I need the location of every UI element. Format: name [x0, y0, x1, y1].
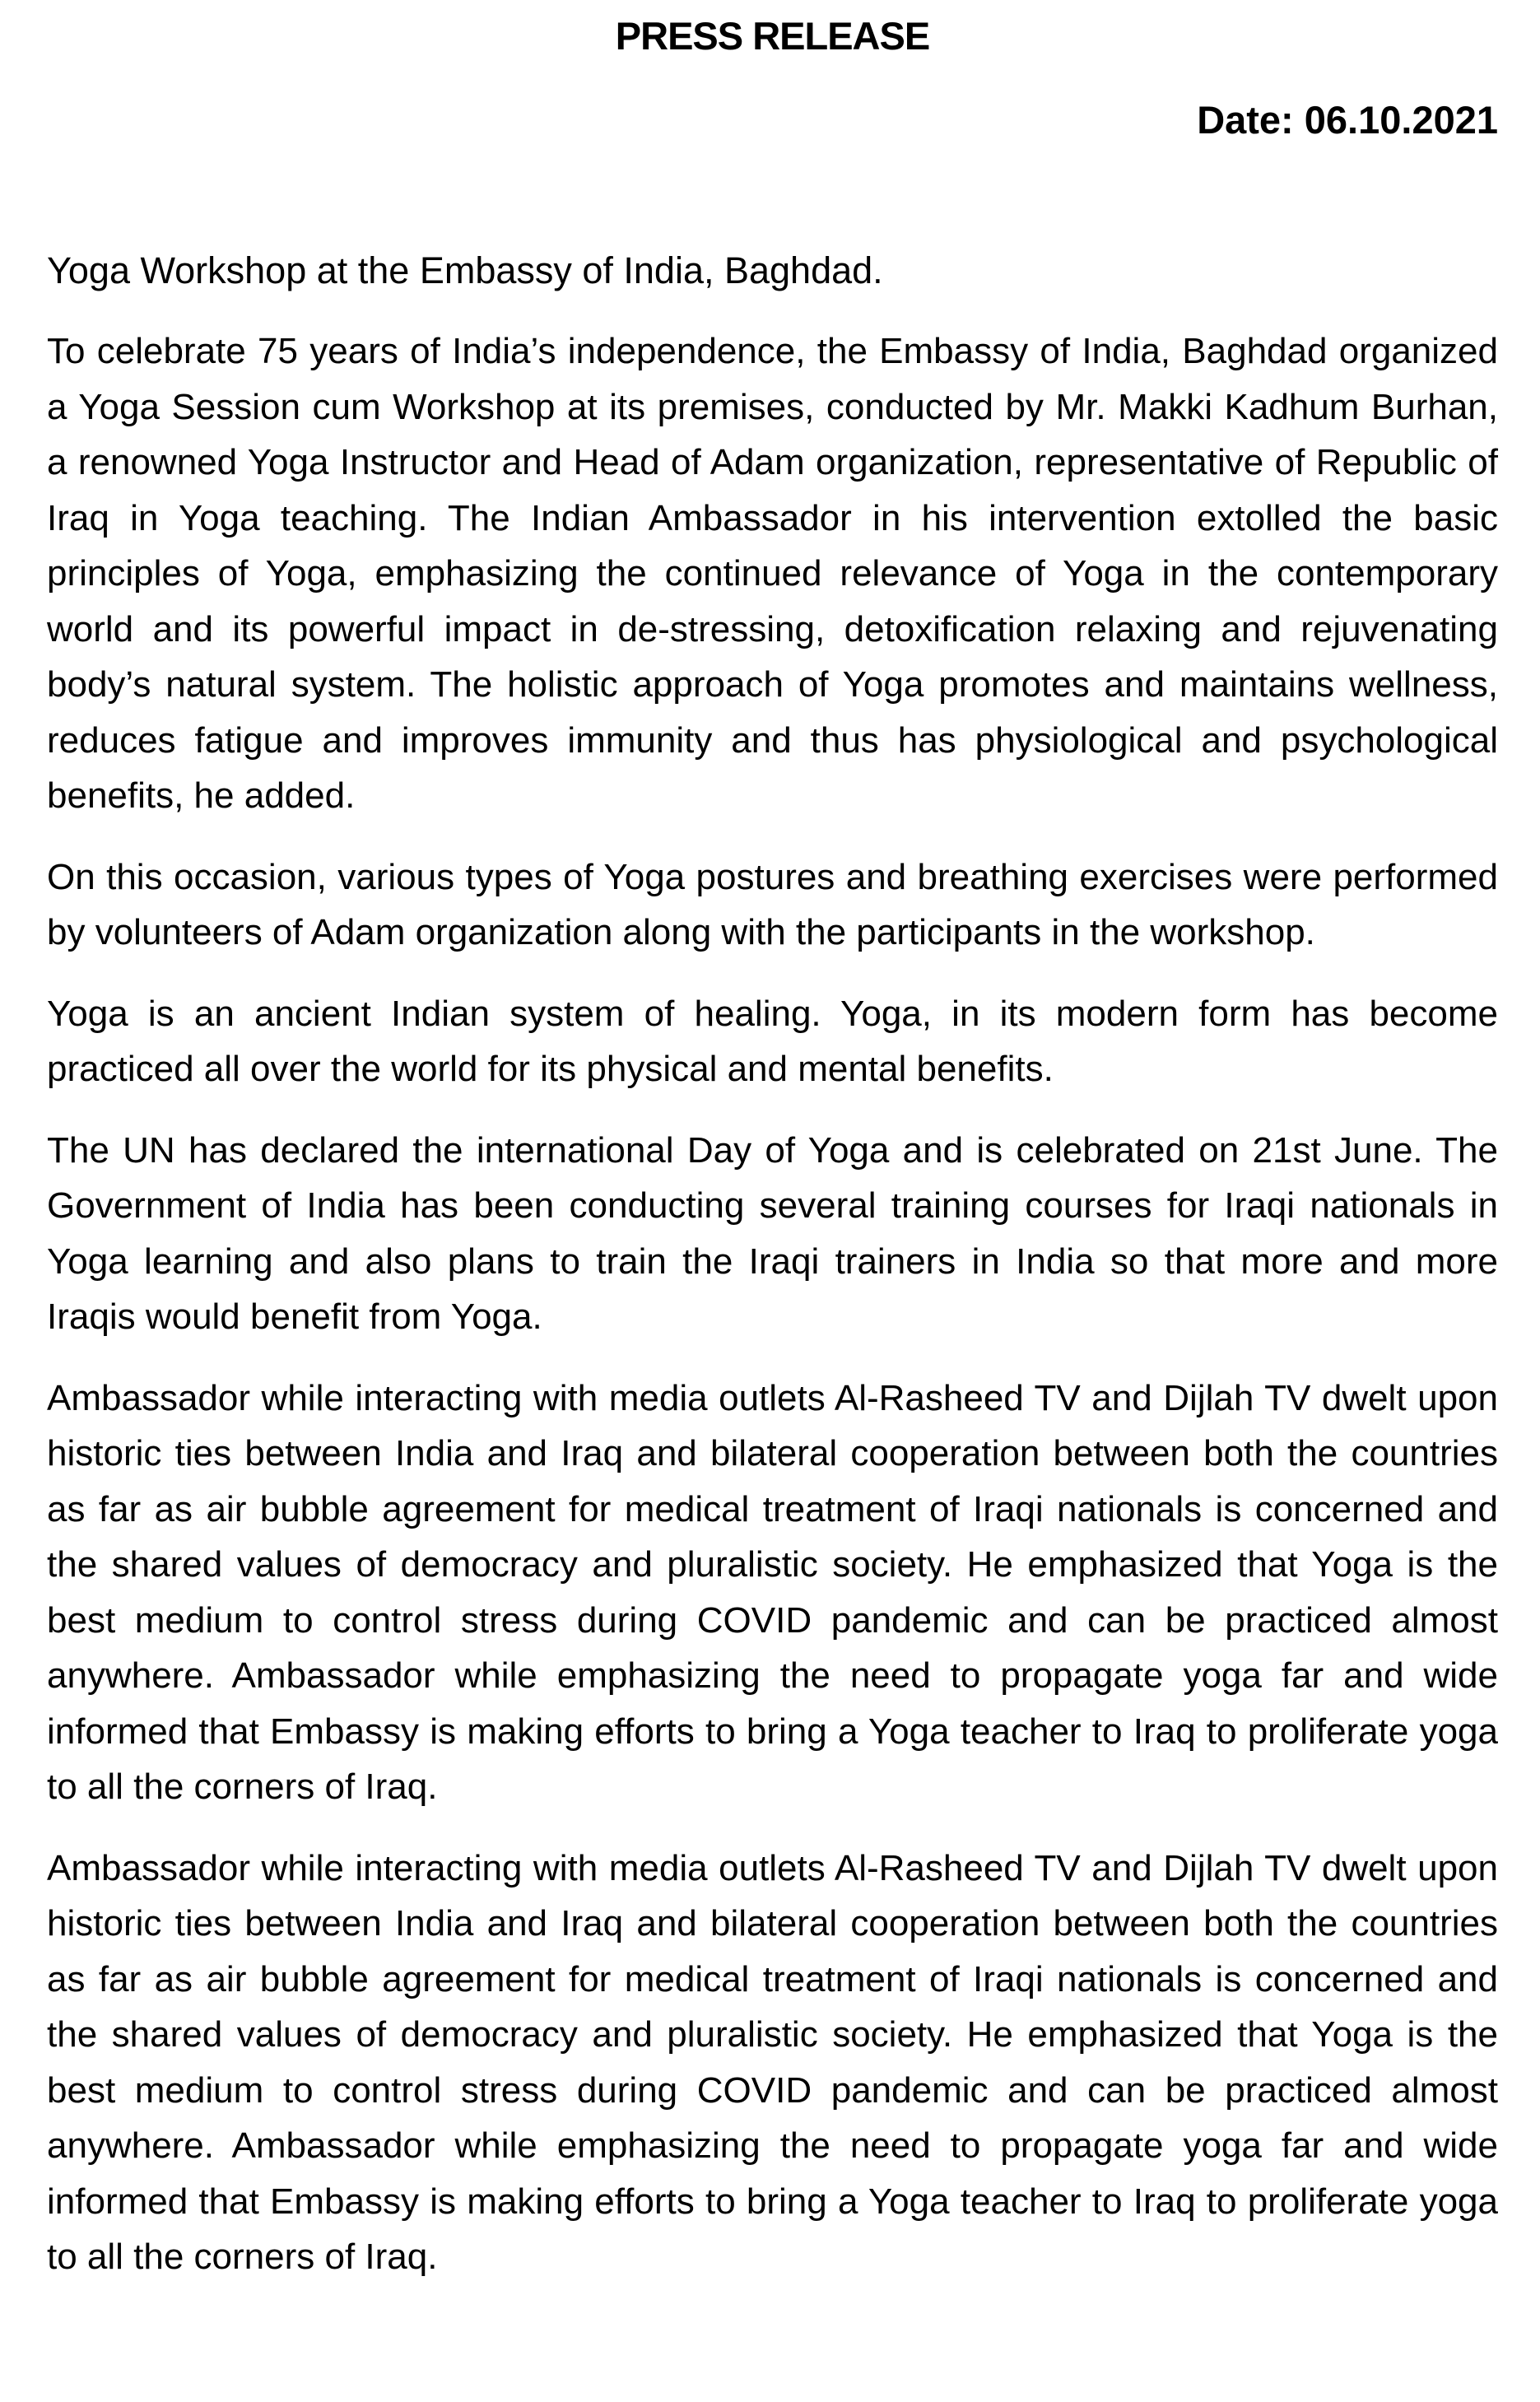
paragraph-yoga-healing: Yoga is an ancient Indian system of healing. Yoga, in its modern form has become practiced all over the world for its physical and mental benefits.: [47, 993, 1498, 1089]
page-title: PRESS RELEASE: [615, 14, 930, 58]
paragraph-un-day-of-yoga: The UN has declared the international Day of Yoga and is celebrated on 21st June. The Government of India has been conducting several training courses for Iraqi nationals in Yoga learning and also plans to train the Iraqi trainers in India so that more and more Iraqis would benefit from Yoga.: [47, 1129, 1498, 1337]
document-heading: Yoga Workshop at the Embassy of India, Baghdad.: [47, 249, 883, 291]
date-line: Date: 06.10.2021: [1197, 98, 1498, 142]
paragraph-ambassador-media: Ambassador while interacting with media outlets Al-Rasheed TV and Dijlah TV dwelt upon historic ties between India and Iraq and bilateral cooperation between both the countries as far as air bubble agreement for medical treatment of Iraqi nationals is concerned and the shared values of democracy and pluralistic society. He emphasized that Yoga is the best medium to control stress during COVID pandemic and can be practiced almost anywhere. Ambassador while emphasizing the need to propagate yoga far and wide informed that Embassy is making efforts to bring a Yoga teacher to Iraq to proliferate yoga to all the corners of Iraq.: [47, 1377, 1498, 1807]
paragraph-occasion: On this occasion, various types of Yoga postures and breathing exercises were performed by volunteers of Adam organization along with the participants in the workshop.: [47, 856, 1498, 952]
paragraph-intro: To celebrate 75 years of India’s independence, the Embassy of India, Baghdad organized a Yoga Session cum Workshop at its premises, conducted by Mr. Makki Kadhum Burhan, a renowned Yoga Instructor and Head of Adam organization, representative of Republic of Iraq in Yoga teaching. The Indian Ambassador in his intervention extolled the basic principles of Yoga, emphasizing the continued relevance of Yoga in the contemporary world and its powerful impact in de-stressing, detoxification relaxing and rejuvenating body’s natural system. The holistic approach of Yoga promotes and maintains wellness, reduces fatigue and improves immunity and thus has physiological and psychological benefits, he added.: [47, 331, 1498, 816]
paragraph-ambassador-media-repeat: Ambassador while interacting with media outlets Al-Rasheed TV and Dijlah TV dwelt upon historic ties between India and Iraq and bilateral cooperation between both the countries as far as air bubble agreement for medical treatment of Iraqi nationals is concerned and the shared values of democracy and pluralistic society. He emphasized that Yoga is the best medium to control stress during COVID pandemic and can be practiced almost anywhere. Ambassador while emphasizing the need to propagate yoga far and wide informed that Embassy is making efforts to bring a Yoga teacher to Iraq to proliferate yoga to all the corners of Iraq.: [47, 1847, 1498, 2277]
